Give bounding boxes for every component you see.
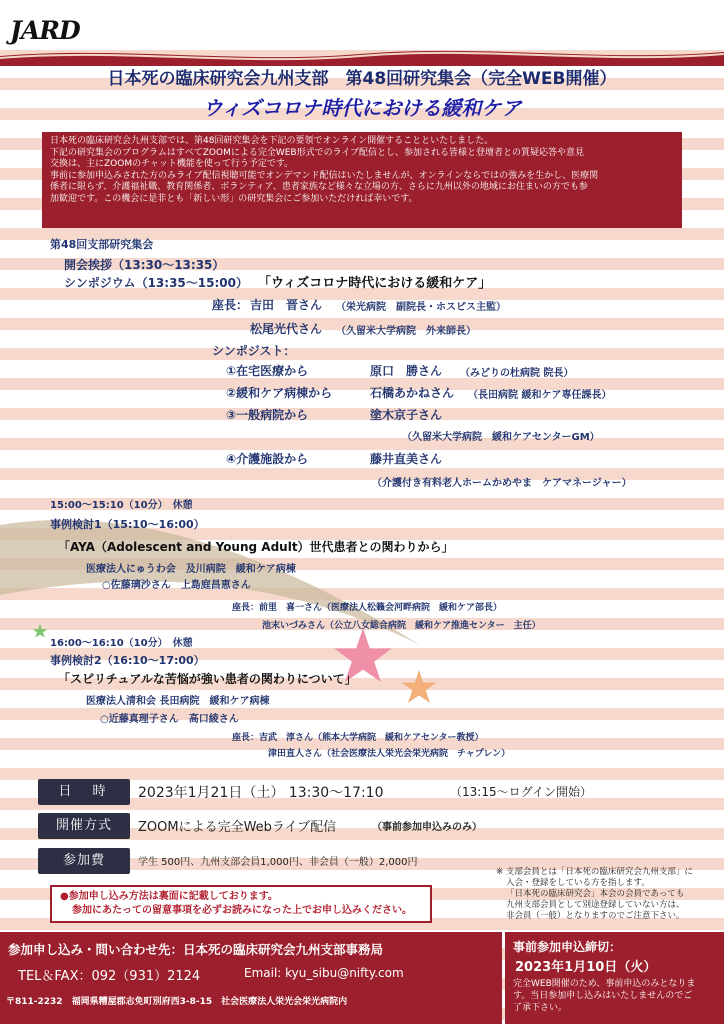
deadline-date: 2023年1月10日（火） bbox=[515, 960, 657, 975]
chair-label: 座長： bbox=[212, 298, 249, 312]
symposists-label: シンポジスト： bbox=[212, 344, 296, 358]
member-note-line: 入会・登録をしている方を指します。 bbox=[506, 878, 650, 888]
deadline-label: 事前参加申込締切： bbox=[513, 940, 622, 954]
case-study-presenters: ○近藤真理子さん 高口綾さん bbox=[100, 714, 239, 725]
symposist-affiliation: （介護付き有料老人ホームかめやま ケアマネージャー） bbox=[372, 478, 632, 489]
chair-affiliation: （栄光病院 副院長・ホスピス主監） bbox=[336, 302, 506, 313]
case-study-organization: 医療法人清和会 長田病院 緩和ケア病棟 bbox=[86, 696, 270, 707]
top-bar bbox=[0, 0, 724, 50]
symposium-title: 「ウィズコロナ時代における緩和ケア」 bbox=[258, 276, 492, 291]
contact-tel: TEL＆FAX：092（931）2124 bbox=[18, 969, 201, 984]
intro-line: 交換は、主にZOOMのチャット機能を使って行う予定です。 bbox=[50, 159, 294, 170]
method-label: 開催方式 bbox=[38, 813, 130, 839]
case-study-organization: 医療法人にゅうわ会 及川病院 緩和ケア病棟 bbox=[86, 564, 296, 575]
symposist-name: 原口 勝さん bbox=[370, 364, 443, 378]
case-study-title: 「スピリチュアルな苦悩が強い患者の関わりについて」 bbox=[58, 672, 357, 686]
symposist-name: 石橋あかねさん bbox=[370, 386, 455, 400]
chair-affiliation: （久留米大学病院 外来師長） bbox=[336, 326, 476, 337]
event-title: 日本死の臨床研究会九州支部 第48回研究集会（完全WEB開催） bbox=[107, 69, 617, 89]
contact-title: 参加申し込み・問い合わせ先：日本死の臨床研究会九州支部事務局 bbox=[8, 942, 384, 957]
symposist-topic: ①在宅医療から bbox=[226, 364, 309, 378]
registration-notice bbox=[50, 885, 432, 923]
symposist-affiliation: （長田病院 緩和ケア専任課長） bbox=[468, 390, 612, 401]
case-study-presenters: ○佐藤璃沙さん 上島庭昌恵さん bbox=[102, 580, 251, 591]
case-study-title: 「AYA（Adolescent and Young Adult）世代患者との関わりから」 bbox=[58, 540, 454, 554]
jard-logo: JARD bbox=[10, 16, 80, 45]
case-study-chair: 座長：吉武 淳さん（熊本大学病院 緩和ケアセンター教授） bbox=[232, 733, 484, 743]
case-study-label: 事例検討1（15:10～16:00） bbox=[50, 518, 205, 531]
opening-remarks: 開会挨拶（13:30～13:35） bbox=[64, 258, 225, 272]
intro-line: 事前に参加申込みされた方のみライブ配信視聴可能でオンデマンド配信はいたしませんが、オンラインならではの強みを生かし、医療関 bbox=[50, 170, 599, 181]
symposist-affiliation: （みどりの杜病院 院長） bbox=[460, 368, 574, 379]
member-note bbox=[496, 867, 716, 922]
fee-label: 参加費 bbox=[38, 848, 130, 874]
symposium-label: シンポジウム（13:35～15:00） bbox=[64, 276, 248, 290]
program-heading: 第48回支部研究集会 bbox=[50, 238, 154, 251]
symposist-name: 藤井直美さん bbox=[370, 452, 443, 466]
contact-footer bbox=[0, 932, 502, 1024]
symposist-topic: ④介護施設から bbox=[226, 452, 309, 466]
contact-email[interactable]: Email: kyu_sibu@nifty.com bbox=[244, 966, 404, 980]
event-theme: ウィズコロナ時代における緩和ケア bbox=[202, 96, 522, 120]
break-time: 15:00～15:10（10分） 休憩 bbox=[50, 500, 193, 511]
chair-name: 松尾光代さん bbox=[250, 322, 323, 336]
member-note-line: 九州支部会員として別途登録していない方は、 bbox=[506, 900, 685, 910]
member-note-line: 「日本死の臨床研究会」本会の会員であっても bbox=[506, 889, 685, 899]
fee-value: 学生 500円、九州支部会員1,000円、非会員（一般）2,000円 bbox=[138, 857, 418, 868]
break-time: 16:00～16:10（10分） 休憩 bbox=[50, 638, 193, 649]
intro-line: 下記の研究集会のプログラムはすべてZOOMによる完全WEB形式でのライブ配信とし、参加される皆様と登壇者との質疑応答や意見 bbox=[50, 147, 585, 158]
deadline-note-line: す。当日参加申し込みはいたしませんのでご bbox=[513, 991, 693, 1001]
member-note-line: ※ 支部会員とは「日本死の臨床研究会九州支部」に bbox=[496, 867, 693, 877]
intro-box bbox=[42, 132, 682, 228]
method-value: ZOOMによる完全Webライブ配信 bbox=[138, 820, 337, 835]
case-study-label: 事例検討2（16:10～17:00） bbox=[50, 654, 205, 667]
intro-line: 係者に限らず、介護福祉職、教育関係者、ボランティア、患者家族など様々な立場の方、さらに九州以外の地域にお住まいの方でも参 bbox=[50, 182, 588, 193]
notice-line: 参加にあたっての留意事項を必ずお読みになった上でお申し込みください。 bbox=[72, 905, 412, 916]
symposist-name: 塗木京子さん bbox=[370, 408, 443, 422]
decorative-wave bbox=[0, 44, 724, 66]
member-note-line: 非会員（一般）となりますのでご注意下さい。 bbox=[506, 911, 685, 921]
method-note: （事前参加申込みのみ） bbox=[372, 822, 482, 833]
case-study-chair: 池末いづみさん（公立八女総合病院 緩和ケア推進センター 主任） bbox=[262, 621, 541, 631]
contact-address: 〒811-2232 福岡県糟屋郡志免町別府西3-8-15 社会医療法人栄光会栄光病院内 bbox=[6, 997, 348, 1007]
intro-line: 日本死の臨床研究会九州支部では、第48回研究集会を下記の要領でオンライン開催することといたしました。 bbox=[50, 136, 494, 146]
program-section bbox=[0, 234, 724, 759]
deadline-box bbox=[505, 932, 724, 1024]
symposist-topic: ③一般病院から bbox=[226, 408, 309, 422]
case-study-chair: 座長：前里 喜一さん（医療法人松籟会河畔病院 緩和ケア部長） bbox=[232, 603, 503, 613]
notice-line: ●参加申し込み方法は裏面に記載しております。 bbox=[60, 891, 278, 902]
date-label: 日 時 bbox=[38, 779, 130, 805]
deadline-note-line: 完全WEB開催のため、事前申込のみとなりま bbox=[513, 979, 696, 989]
symposist-topic: ②緩和ケア病棟から bbox=[226, 386, 333, 400]
date-note: （13:15～ログイン開始） bbox=[450, 785, 592, 799]
intro-line: 加歓迎です。この機会に是非とも「新しい形」の研究集会にご参加いただければ幸いです。 bbox=[50, 193, 418, 204]
date-value: 2023年1月21日（土） 13:30～17:10 bbox=[138, 785, 384, 801]
symposist-affiliation: （久留米大学病院 緩和ケアセンターGM） bbox=[402, 432, 600, 443]
case-study-chair: 津田直人さん（社会医療法人栄光会栄光病院 チャプレン） bbox=[268, 749, 511, 759]
deadline-note bbox=[513, 978, 695, 1014]
chair-name: 吉田 晋さん bbox=[250, 298, 323, 312]
deadline-note-line: 了承下さい。 bbox=[513, 1003, 568, 1013]
